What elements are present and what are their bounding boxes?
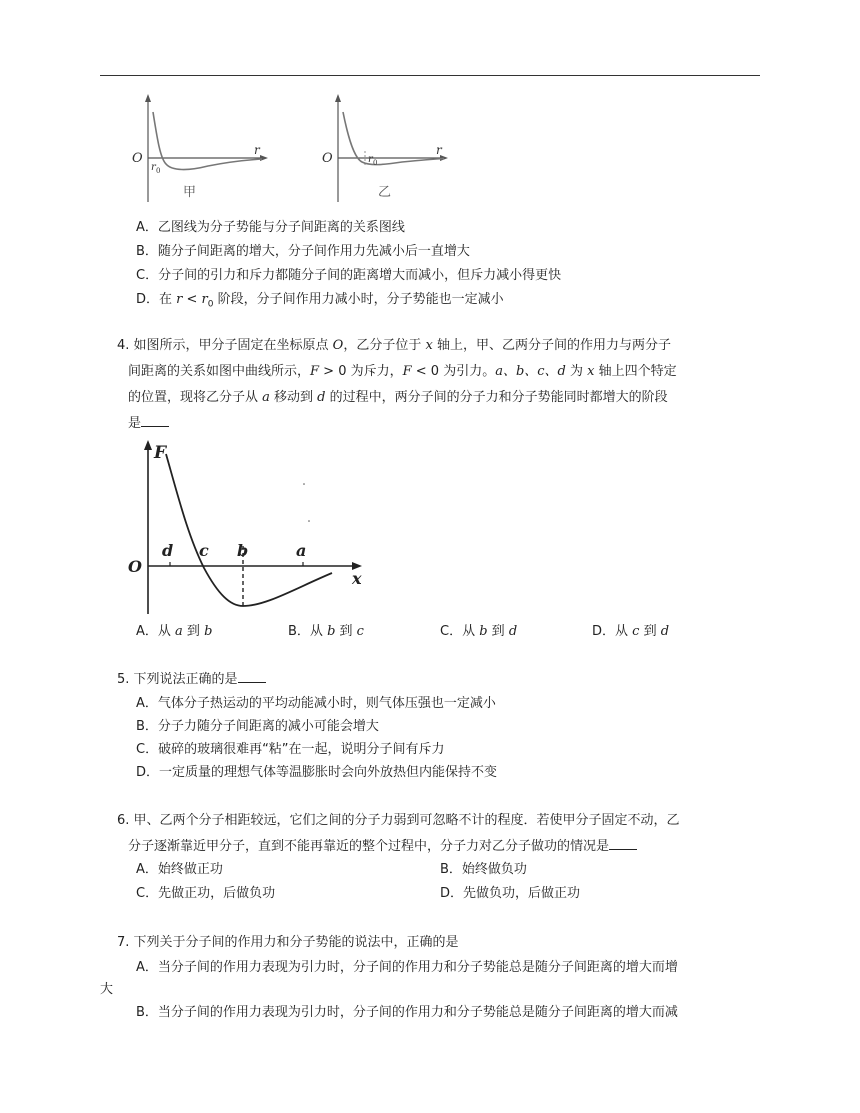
q4-option-d: D．从 c 到 d [592, 624, 670, 639]
graph-x-label: x [352, 569, 362, 588]
q6-stem-line1: 6. 甲、乙两个分子相距较远，它们之间的分子力弱到可忽略不计的程度．若使甲分子固定不动，乙 [117, 813, 680, 828]
q5-stem: 5. 下列说法正确的是 [117, 668, 266, 691]
q6-option-b: B．始终做负功 [440, 862, 527, 877]
fig-jia-r-label: r [254, 143, 260, 157]
q7-option-a-wrap: 大 [100, 982, 114, 997]
q5-option-a: A．气体分子热运动的平均动能减小时，则气体压强也一定减小 [136, 696, 496, 711]
q6-option-d: D．先做负功，后做正功 [440, 886, 581, 901]
q3-option-b: B．随分子间距离的增大，分子间作用力先减小后一直增大 [136, 244, 470, 259]
graph-c-label: c [199, 541, 209, 560]
answer-blank [238, 668, 266, 683]
q3-option-c: C．分子间的引力和斥力都随分子间的距离增大而减小，但斥力减小得更快 [136, 268, 562, 283]
q3-option-d: D．在 $r < r_0$ 阶段，分子间作用力减小时，分子势能也一定减小 [136, 292, 504, 310]
figure-jia [128, 92, 278, 207]
figure-yi [318, 92, 468, 207]
q5-option-b: B．分子力随分子间距离的减小可能会增大 [136, 719, 379, 734]
graph-a-label: a [296, 541, 307, 560]
fig-yi-r0: r [368, 154, 373, 165]
q4-option-b: B．从 b 到 c [288, 624, 364, 639]
q6-option-c: C．先做正功，后做负功 [136, 886, 276, 901]
fig-jia-origin: O [132, 151, 143, 166]
q5-option-d: D．一定质量的理想气体等温膨胀时会向外放热但内能保持不变 [136, 765, 498, 780]
q4-option-c: C．从 b 到 d [440, 624, 518, 639]
fig-yi-r0-sub: 0 [373, 159, 378, 167]
q6-stem-line2: 分子逐渐靠近甲分子，直到不能再靠近的整个过程中，分子力对乙分子做功的情况是 [128, 835, 637, 858]
graph-origin-label: O [128, 557, 142, 576]
q4-force-graph [126, 436, 371, 618]
q5-option-c: C．破碎的玻璃很难再“粘”在一起，说明分子间有斥力 [136, 742, 445, 757]
graph-f-label: F [154, 443, 167, 463]
fig-jia-r0: r [151, 162, 156, 173]
fig-yi-origin: O [322, 151, 333, 166]
q4-stem-line1: 4. 如图所示，甲分子固定在坐标原点 O，乙分子位于 x 轴上，甲、乙两分子间的作用力与两分子 [117, 338, 671, 353]
q7-option-a: A．当分子间的作用力表现为引力时，分子间的作用力和分子势能总是随分子间距离的增大而增 [136, 960, 678, 975]
q4-stem-line4: 是 [128, 412, 169, 435]
q6-option-a: A．始终做正功 [136, 862, 223, 877]
q3-option-a: A．乙图线为分子势能与分子间距离的关系图线 [136, 220, 405, 235]
header-rule [100, 75, 760, 76]
answer-blank [141, 412, 169, 427]
fig-jia-r0-sub: 0 [156, 167, 161, 175]
q4-option-a: A．从 a 到 b [136, 624, 213, 639]
graph-d-label: d [162, 541, 174, 560]
answer-blank [609, 835, 637, 850]
q7-stem: 7. 下列关于分子间的作用力和分子势能的说法中，正确的是 [117, 935, 459, 950]
q7-option-b: B．当分子间的作用力表现为引力时，分子间的作用力和分子势能总是随分子间距离的增大而减 [136, 1005, 678, 1020]
q4-stem-line3: 的位置，现将乙分子从 a 移动到 d 的过程中，两分子间的分子力和分子势能同时都增大的阶段 [128, 390, 668, 405]
fig-yi-r-label: r [436, 143, 442, 157]
fig-jia-caption: 甲 [183, 185, 197, 200]
fig-yi-caption: 乙 [378, 185, 392, 200]
graph-b-label: b [237, 541, 249, 560]
q4-stem-line2: 间距离的关系如图中曲线所示，F > 0 为斥力，F < 0 为引力。a、b、c、d 为 x 轴上四个特定 [128, 364, 677, 379]
